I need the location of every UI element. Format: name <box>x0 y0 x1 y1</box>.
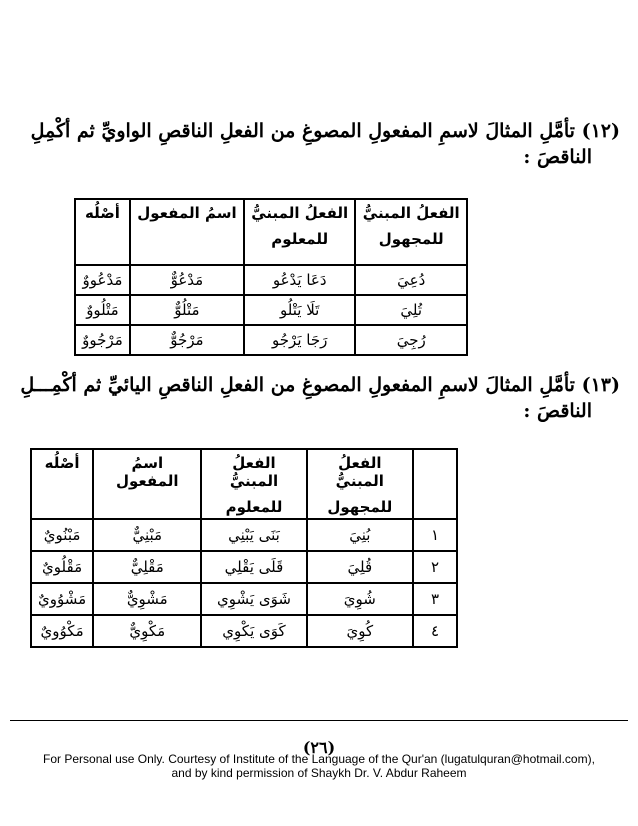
header-ism-mafool: اسمُ المفعول <box>130 199 244 265</box>
cell-asl: مَكْوُويٌ <box>31 615 93 647</box>
cell-ism: مَتْلُوٌّ <box>130 295 244 325</box>
cell-number: ١ <box>413 519 457 551</box>
table-row <box>75 265 467 295</box>
cell-asl: مَرْجُووٌ <box>75 325 130 355</box>
footer-line-1: For Personal use Only. Courtesy of Institute of the Language of the Qur'an (lugatulquran@hotmail.com), <box>43 752 595 766</box>
exercise-13-heading <box>18 372 620 424</box>
table-row <box>31 551 457 583</box>
cell-active: قَلَى يَقْلِي <box>201 551 306 583</box>
cell-active: دَعَا يَدْعُو <box>244 265 356 295</box>
footer-divider <box>10 720 628 721</box>
cell-passive: بُنِيَ <box>307 519 413 551</box>
table-row <box>75 295 467 325</box>
table-row <box>75 325 467 355</box>
cell-asl: مَشْوُويٌ <box>31 583 93 615</box>
exercise-13-heading-line2: الناقصَ : <box>523 400 592 422</box>
cell-asl: مَتْلُووٌ <box>75 295 130 325</box>
table-header-row <box>31 449 457 519</box>
exercise-12-heading-line1: (١٢) تأمَّلِ المثالَ لاسمِ المفعولِ المصوغِ من الفعلِ الناقصِ الواويِّ ثم أكْمِلِ <box>30 120 620 142</box>
cell-active: تَلَا يَتْلُو <box>244 295 356 325</box>
cell-active: كَوَى يَكْوِي <box>201 615 306 647</box>
cell-active: بَنَى يَبْنِي <box>201 519 306 551</box>
exercise-13-table <box>30 448 458 648</box>
table-row <box>31 583 457 615</box>
table-row <box>31 615 457 647</box>
cell-ism: مَبْنِيٌّ <box>93 519 201 551</box>
header-asl: أصْلُه <box>31 449 93 519</box>
cell-passive: كُوِيَ <box>307 615 413 647</box>
cell-number: ٢ <box>413 551 457 583</box>
cell-passive: رُجِيَ <box>355 325 467 355</box>
cell-ism: مَشْوِيٌّ <box>93 583 201 615</box>
table-header-row <box>75 199 467 265</box>
cell-active: رَجَا يَرْجُو <box>244 325 356 355</box>
cell-asl: مَبْنُويٌ <box>31 519 93 551</box>
cell-ism: مَرْجُوٌّ <box>130 325 244 355</box>
exercise-13-heading-line1: (١٣) تأمَّلِ المثالَ لاسمِ المفعولِ المصوغِ من الفعلِ الناقصِ اليائيِّ ثم أكْمِـــلِ <box>20 374 620 396</box>
cell-number: ٣ <box>413 583 457 615</box>
page-number: (٢٦) <box>302 738 336 757</box>
cell-passive: شُوِيَ <box>307 583 413 615</box>
header-active-verb: الفعلُ المبنيُّ للمعلوم <box>244 199 356 265</box>
exercise-12-heading <box>18 118 620 170</box>
footer-line-2: and by kind permission of Shaykh Dr. V. Abdur Raheem <box>171 766 467 780</box>
header-asl: أصْلُه <box>75 199 130 265</box>
cell-asl: مَدْعُووٌ <box>75 265 130 295</box>
exercise-12-heading-line2: الناقصَ : <box>523 146 592 168</box>
table-row <box>31 519 457 551</box>
cell-ism: مَكْوِيٌّ <box>93 615 201 647</box>
cell-passive: قُلِيَ <box>307 551 413 583</box>
cell-number: ٤ <box>413 615 457 647</box>
cell-ism: مَدْعُوٌّ <box>130 265 244 295</box>
cell-asl: مَقْلُويٌ <box>31 551 93 583</box>
header-passive-verb: الفعلُ المبنيُّ للمجهول <box>355 199 467 265</box>
header-ism-mafool: اسمُ المفعول <box>93 449 201 519</box>
footer-credit <box>0 752 638 780</box>
cell-active: شَوَى يَشْوِي <box>201 583 306 615</box>
exercise-12-table <box>74 198 468 356</box>
header-passive-verb: الفعلُ المبنيُّ للمجهول <box>307 449 413 519</box>
header-active-verb: الفعلُ المبنيُّ للمعلوم <box>201 449 306 519</box>
cell-ism: مَقْلِيٌّ <box>93 551 201 583</box>
cell-passive: تُلِيَ <box>355 295 467 325</box>
header-number <box>413 449 457 519</box>
cell-passive: دُعِيَ <box>355 265 467 295</box>
